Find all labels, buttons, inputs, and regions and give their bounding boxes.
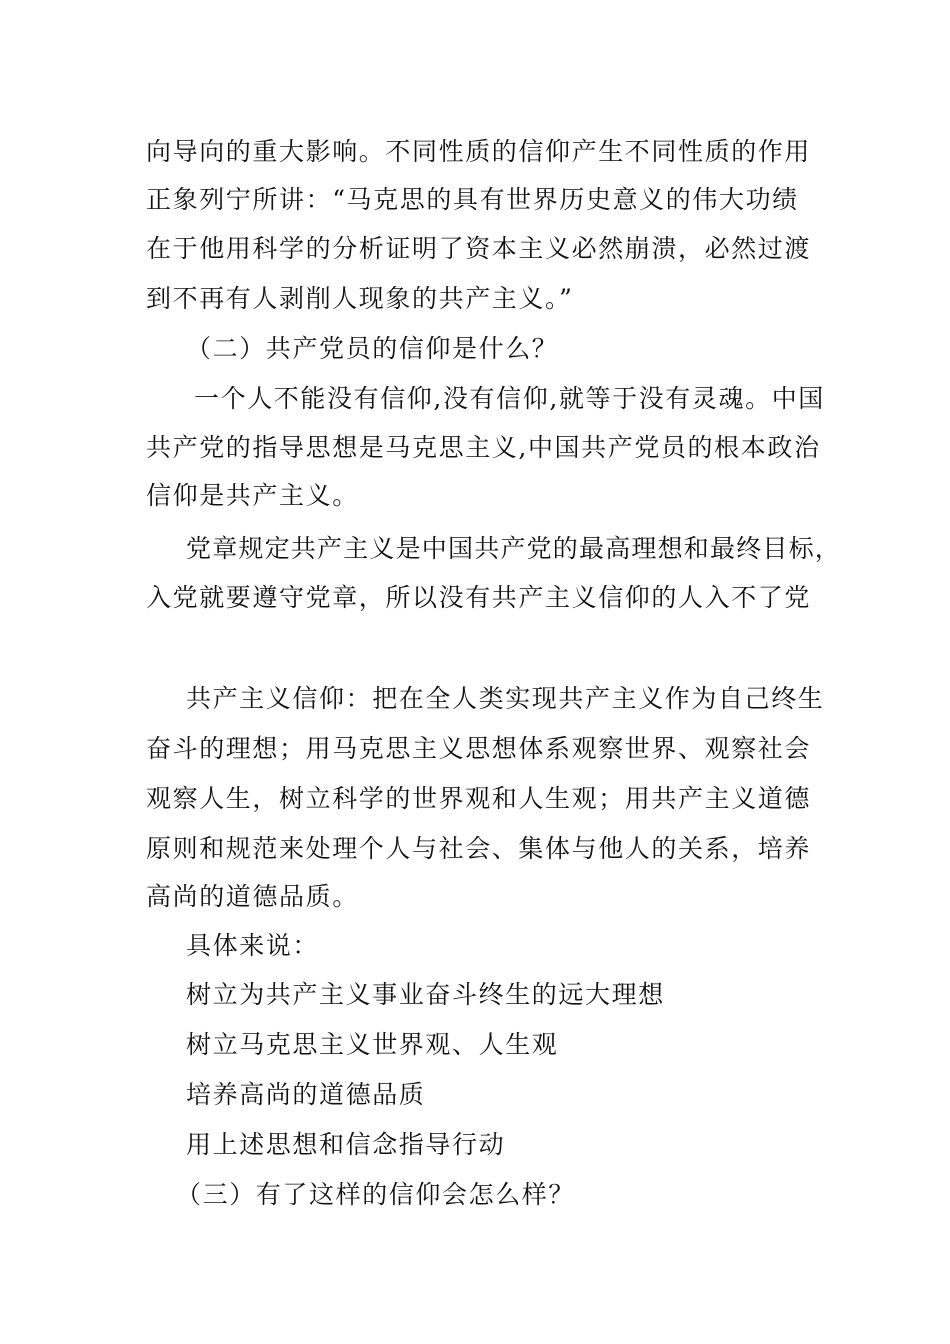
list-item: 树立马克思主义世界观、人生观	[186, 1030, 559, 1059]
text-line: 具体来说：	[186, 931, 320, 960]
list-item: 用上述思想和信念指导行动	[186, 1130, 506, 1159]
text-line: 党章规定共产主义是中国共产党的最高理想和最终目标，	[186, 534, 842, 563]
text-line: 共产主义信仰：把在全人类实现共产主义作为自己终生	[186, 684, 825, 713]
list-item: 培养高尚的道德品质	[186, 1080, 426, 1109]
text-line: 奋斗的理想；用马克思主义思想体系观察世界、观察社会	[146, 734, 812, 763]
text-line: 一个人不能没有信仰,没有信仰,就等于没有灵魂。中国	[194, 384, 825, 413]
text-line: 高尚的道德品质。	[146, 882, 359, 911]
text-line: 入党就要遵守党章，所以没有共产主义信仰的人入不了党	[146, 583, 812, 612]
text-line: 到不再有人剥削人现象的共产主义。”	[146, 284, 574, 313]
section-heading: （二）共产党员的信仰是什么？	[186, 334, 559, 363]
text-line: 原则和规范来处理个人与社会、集体与他人的关系，培养	[146, 834, 812, 863]
text-line: 正象列宁所讲：“马克思的具有世界历史意义的伟大功绩	[146, 185, 799, 214]
text-line: 向导向的重大影响。不同性质的信仰产生不同性质的作用	[146, 137, 812, 166]
text-line: 信仰是共产主义。	[146, 481, 359, 510]
list-item: 树立为共产主义事业奋斗终生的远大理想	[186, 980, 665, 1009]
text-line: 共产党的指导思想是马克思主义,中国共产党员的根本政治	[146, 433, 821, 462]
text-line: 观察人生，树立科学的世界观和人生观；用共产主义道德	[146, 784, 812, 813]
section-heading: （三）有了这样的信仰会怎么样？	[176, 1180, 576, 1209]
text-line: 在于他用科学的分析证明了资本主义必然崩溃，必然过渡	[146, 234, 812, 263]
